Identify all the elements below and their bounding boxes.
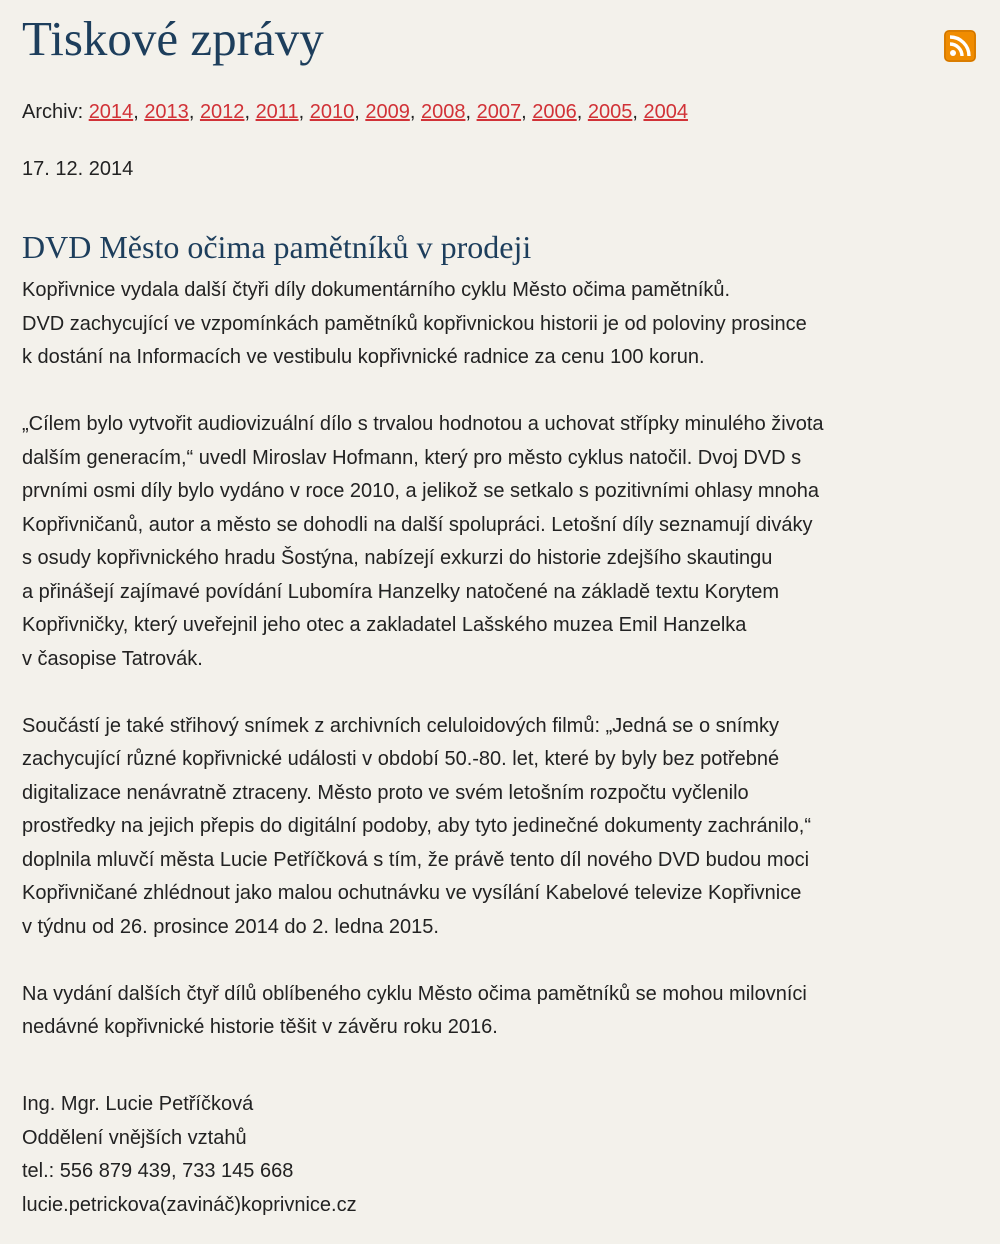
archive-year-link[interactable]: 2012 xyxy=(199,101,245,123)
text-line: DVD zachycující ve vzpomínkách pamětníků kopřivnickou historii je od poloviny prosince xyxy=(22,312,807,335)
text-line: zachycující různé kopřivnické události v období 50.-80. let, které by byly bez potřebné xyxy=(22,748,780,770)
archive-year-link[interactable]: 2005 xyxy=(587,101,633,123)
text-line: a přinášejí zajímavé povídání Lubomíra Hanzelky natočené na základě textu Korytem xyxy=(22,580,780,603)
contact-email: lucie.petrickova(zavináč)koprivnice.cz xyxy=(22,1193,357,1216)
archive-year-link[interactable]: 2008 xyxy=(420,101,466,123)
text-line: Kopřivnice vydala další čtyři díly dokumentárního cyklu Město očima pamětníků. xyxy=(22,279,731,301)
text-line: doplnila mluvčí města Lucie Petříčková s tím, že právě tento díl nového DVD budou moci xyxy=(22,848,810,871)
archive-year-link[interactable]: 2009 xyxy=(365,101,410,123)
contact-name: Ing. Mgr. Lucie Petříčková xyxy=(22,1093,254,1115)
text-line: „Cílem bylo vytvořit audiovizuální dílo s trvalou hodnotou a uchovat střípky minulého života xyxy=(22,413,824,435)
archive-year-link[interactable]: 2014 xyxy=(88,101,134,123)
text-line: Kopřivničky, který uveřejnil jeho otec a zakladatel Lašského muzea Emil Hanzelka xyxy=(22,614,747,636)
text-line: dalším generacím,“ uvedl Miroslav Hofmann, který pro město cyklus natočil. Dvoj DVD s xyxy=(22,446,802,469)
article-body xyxy=(22,274,992,1078)
article-paragraph xyxy=(22,274,992,375)
archive-year-link[interactable]: 2010 xyxy=(309,101,355,123)
contact-department: Oddělení vnějších vztahů xyxy=(22,1126,247,1149)
article-paragraph xyxy=(22,710,992,945)
archive-label: Archiv: xyxy=(22,101,84,123)
text-line: Na vydání dalších čtyř dílů oblíbeného cyklu Město očima pamětníků se mohou milovníci xyxy=(22,982,807,1005)
text-line: k dostání na Informacích ve vestibulu kopřivnické radnice za cenu 100 korun. xyxy=(22,346,705,368)
text-line: Kopřivničanů, autor a město se dohodli na další spolupráci. Letošní díly seznamují diváky xyxy=(22,513,813,536)
text-line: v časopise Tatrovák. xyxy=(22,647,203,670)
archive-year-link[interactable]: 2004 xyxy=(643,101,688,123)
archive-year-link[interactable]: 2011 xyxy=(255,101,299,123)
archive-year-link[interactable]: 2013 xyxy=(144,101,189,123)
archive-year-links: 2014, 2013, 2012, 2011, 2010, 2009, 2008, 2007, 2006, 2005, 2004 xyxy=(88,101,688,123)
text-line: nedávné kopřivnické historie těšit v závěru roku 2016. xyxy=(22,1016,498,1038)
contact-phone: tel.: 556 879 439, 733 145 668 xyxy=(22,1160,294,1182)
page-title: Tiskové zprávy xyxy=(22,11,324,66)
article-title: DVD Město očima pamětníků v prodeji xyxy=(22,229,532,265)
archive-year-link[interactable]: 2006 xyxy=(532,101,577,123)
text-line: Kopřivničané zhlédnout jako malou ochutnávku ve vysílání Kabelové televize Kopřivnice xyxy=(22,882,802,904)
archive-bar xyxy=(22,97,688,127)
text-line: v týdnu od 26. prosince 2014 do 2. ledna 2015. xyxy=(22,915,439,938)
press-release-date: 17. 12. 2014 xyxy=(22,158,134,180)
text-line: prostředky na jejich přepis do digitální podoby, aby tyto jedinečné dokumenty zachránilo,“ xyxy=(22,815,811,837)
text-line: s osudy kopřivnického hradu Šostýna, nabízejí exkurzi do historie zdejšího skautingu xyxy=(22,547,773,569)
rss-feed-icon[interactable] xyxy=(944,30,976,62)
text-line: prvními osmi díly bylo vydáno v roce 2010, a jelikož se setkalo s pozitivními ohlasy mnoha xyxy=(22,480,820,502)
contact-block xyxy=(22,1088,357,1222)
text-line: digitalizace nenávratně ztraceny. Město proto ve svém letošním rozpočtu vyčlenilo xyxy=(22,781,749,804)
article-paragraph xyxy=(22,978,992,1045)
text-line: Součástí je také střihový snímek z archivních celuloidových filmů: „Jedná se o snímky xyxy=(22,714,779,737)
article-paragraph xyxy=(22,408,992,676)
archive-year-link[interactable]: 2007 xyxy=(476,101,522,123)
